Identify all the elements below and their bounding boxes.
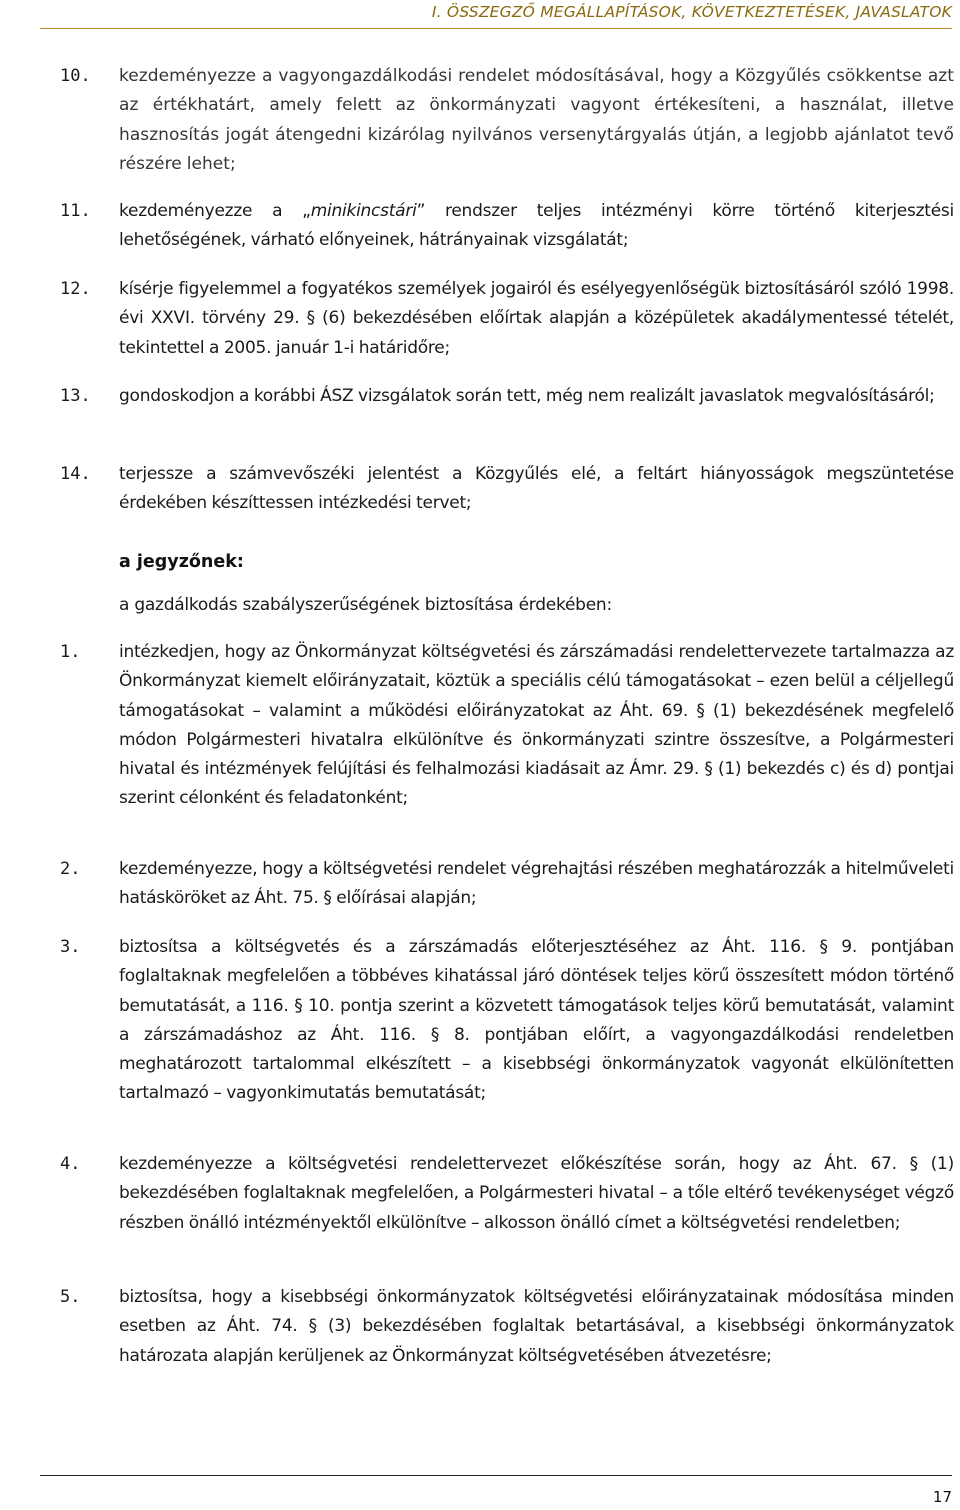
item-text-part: ” rendszer teljes intézményi körre történő kiterjesztési lehetőségének, várható előnyeinek, hátrányainak vizsgálatát; — [119, 201, 954, 251]
section-subheading: a gazdálkodás szabályszerűségének biztosítása érdekében: — [119, 595, 612, 615]
item-text: biztosítsa a költségvetés és a zárszámadás előterjesztéséhez az Áht. 116. § 9. pontjában foglaltaknak megfelelően a többéves kihatással járó döntések teljes körű összesített módon történő bemutatását, a 116. § 10. pontja szerint a közvetett támogatások teljes körű bemutatását, valamint a zárszámadáshoz az Áht. 116. § 8. pontjában előírt, a vagyongazdálkodási rendeletben meghatározott tartalommal elkészített – a kisebbségi önkormányzatok vagyonát elkülönítetten tartalmazó – vagyonkimutatás bemutatását; — [119, 937, 954, 1104]
item-number: 12. — [60, 279, 91, 299]
item-text: kísérje figyelemmel a fogyatékos személyek jogairól és esélyegyenlőségük biztosításáról szóló 1998. évi XXVI. törvény 29. § (6) bekezdésében előírtak alapján a középületek akadálymentessé tételét, tekintettel a 2005. január 1-i határidőre; — [119, 279, 954, 358]
section-heading: a jegyzőnek: — [119, 552, 244, 572]
item-text: kezdeményezze a vagyongazdálkodási rendelet módosításával, hogy a Közgyűlés csökkentse azt az értékhatárt, amely felett az önkormányzati vagyont értékesíteni, a használat, illetve hasznosítás jogát átengedni kizárólag nyilvános versenytárgyalás útján, a legjobb ajánlatot tevő részére lehet; — [119, 66, 954, 174]
item-text-italic: minikincstári — [310, 201, 417, 221]
running-header: I. ÖSSZEGZŐ MEGÁLLAPÍTÁSOK, KÖVETKEZTETÉSEK, JAVASLATOK — [431, 3, 952, 21]
item-text: kezdeményezze, hogy a költségvetési rendelet végrehajtási részében meghatározzák a hitelműveleti hatásköröket az Áht. 75. § előírásai alapján; — [119, 859, 954, 909]
header-divider — [40, 28, 952, 29]
item-number: 2. — [60, 859, 81, 879]
item-number: 1. — [60, 642, 81, 662]
item-number: 4. — [60, 1154, 81, 1174]
item-number: 13. — [60, 386, 91, 406]
item-text-part: kezdeményezze a „ — [119, 201, 311, 221]
item-text — [119, 197, 954, 256]
item-number: 5. — [60, 1287, 81, 1307]
item-number: 11. — [60, 201, 91, 221]
item-number: 14. — [60, 464, 91, 484]
item-text: biztosítsa, hogy a kisebbségi önkormányzatok költségvetési előirányzatainak módosítása minden esetben az Áht. 74. § (3) bekezdésében foglaltak betartásával, a kisebbségi önkormányzatok határozata alapján kerüljenek az Önkormányzat költségvetésében átvezetésre; — [119, 1287, 954, 1366]
item-number: 3. — [60, 937, 81, 957]
footer-divider — [40, 1475, 952, 1476]
item-text: kezdeményezze a költségvetési rendelettervezet előkészítése során, hogy az Áht. 67. § (1) bekezdésében foglaltaknak megfelelően, a Polgármesteri hivatal – a tőle eltérő tevékenységet végző részben önálló intézményektől elkülönítve – alkosson önálló címet a költségvetési rendeletben; — [119, 1154, 954, 1233]
item-text: terjessze a számvevőszéki jelentést a Közgyűlés elé, a feltárt hiányosságok megszüntetése érdekében készíttessen intézkedési tervet; — [119, 464, 954, 514]
item-number: 10. — [60, 66, 91, 86]
item-text: gondoskodjon a korábbi ÁSZ vizsgálatok során tett, még nem realizált javaslatok megvalósításáról; — [119, 386, 935, 406]
item-text: intézkedjen, hogy az Önkormányzat költségvetési és zárszámadási rendelettervezete tartalmazza az Önkormányzat kiemelt előirányzatait, köztük a speciális célú támogatásokat – ezen belül a céljellegű támogatásokat – valamint a működési előirányzatokat az Áht. 69. § (1) bekezdésének megfelelő módon Polgármesteri hivatalra elkülönítve és önkormányzati szintre összesítve, a Polgármesteri hivatal és intézmények felújítási és felhalmozási kiadásait az Ámr. 29. § (1) bekezdés c) és d) pontjai szerint célonként és feladatonként; — [119, 642, 954, 809]
page-number: 17 — [932, 1488, 952, 1506]
